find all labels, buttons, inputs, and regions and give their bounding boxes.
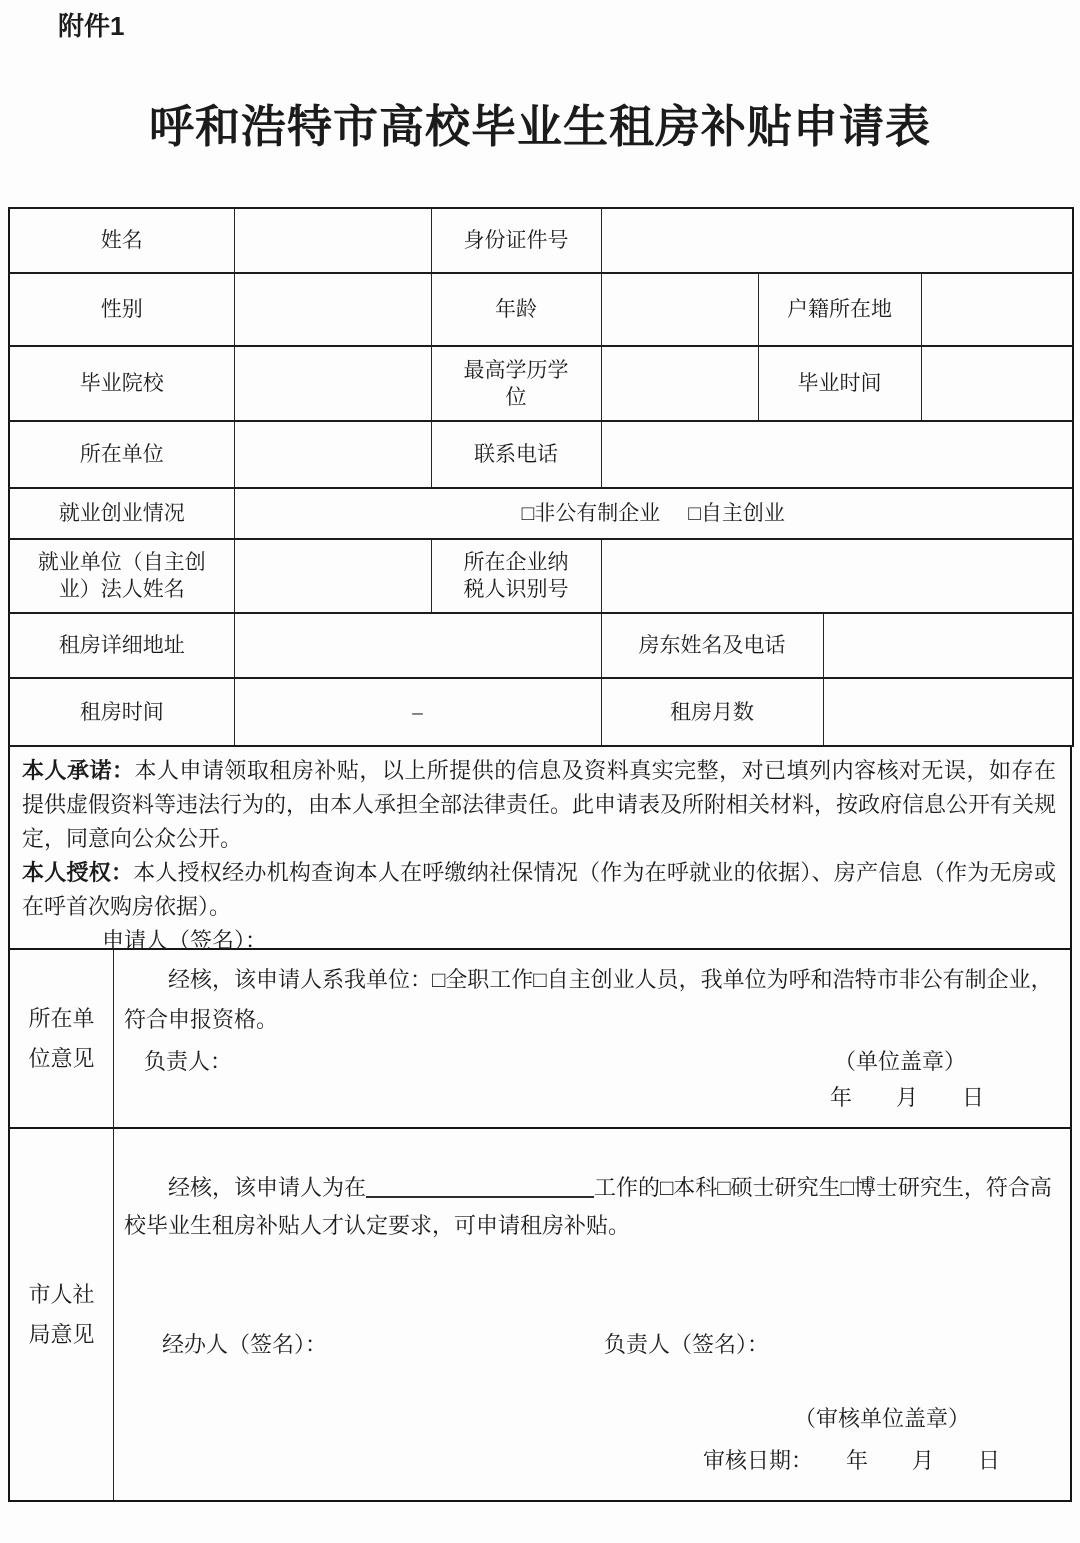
employer-opinion-section [8, 950, 1072, 1129]
id-number-value-cell [601, 208, 1073, 273]
commitment-label: 本人承诺： [22, 758, 135, 783]
authorization-label: 本人授权： [22, 860, 134, 885]
row-rent-address [9, 613, 1073, 678]
household-label: 户籍所在地 [758, 273, 921, 346]
gender-value-cell [234, 273, 431, 346]
rent-period-value-cell: – [234, 678, 601, 746]
landlord-label: 房东姓名及电话 [601, 613, 823, 678]
row-legal-person [9, 539, 1073, 613]
employment-status-label: 就业创业情况 [9, 488, 234, 539]
employment-options-cell [234, 488, 1073, 539]
employer-date-line: 年 月 日 [829, 1085, 984, 1110]
applicant-info-table [8, 207, 1074, 747]
employer-label: 所在单位 [9, 421, 234, 488]
employer-opinion-content [114, 950, 1070, 1127]
employer-value-cell [234, 421, 431, 488]
id-number-label: 身份证件号 [431, 208, 601, 273]
hr-handler-label: 经办人（签名）： [162, 1332, 328, 1357]
phone-value-cell [601, 421, 1073, 488]
employer-responsible-label: 负责人： [144, 1049, 233, 1074]
employer-opinion-label-cell [10, 950, 114, 1127]
college-value-cell [234, 346, 431, 421]
name-value-cell [234, 208, 431, 273]
attachment-label: 附件1 [58, 11, 125, 41]
row-employment-status [9, 488, 1073, 539]
hr-responsible-label: 负责人（签名）： [604, 1332, 770, 1357]
hr-opinion-content [114, 1129, 1070, 1500]
hr-opinion-label: 市人社局意见 [28, 1281, 95, 1347]
name-label: 姓名 [9, 208, 234, 273]
authorization-text: 本人授权经办机构查询本人在呼缴纳社保情况（作为在呼就业的依据）、房产信息（作为无房或在呼首次购房依据）。 [22, 860, 1056, 919]
household-value-cell [921, 273, 1073, 346]
commitment-paragraph [22, 754, 1056, 856]
employer-opinion-label: 所在单位意见 [28, 1005, 95, 1071]
grad-time-label: 毕业时间 [758, 346, 921, 421]
tax-id-value-cell [601, 539, 1073, 613]
employer-seal-label: （单位盖章） [833, 1049, 966, 1074]
row-name [9, 208, 1073, 273]
degree-value-cell [601, 346, 758, 421]
legal-person-label: 就业单位（自主创业）法人姓名 [9, 539, 234, 613]
pledge-section [8, 747, 1072, 953]
rent-months-value-cell [823, 678, 1073, 746]
phone-label: 联系电话 [431, 421, 601, 488]
tax-id-label: 所在企业纳税人识别号 [431, 539, 601, 613]
college-label: 毕业院校 [9, 346, 234, 421]
age-value-cell [601, 273, 758, 346]
hr-opinion-text [124, 1169, 1056, 1245]
hr-bureau-opinion-section [8, 1129, 1072, 1502]
row-gender-age [9, 273, 1073, 346]
rent-address-value-cell [234, 613, 601, 678]
authorization-paragraph [22, 856, 1056, 924]
checkbox-private-enterprise: □非公有制企业 [521, 501, 661, 525]
work-unit-blank [366, 1173, 594, 1198]
hr-text-suffix: 工作的□本科□硕士研究生□博士研究生，符合高校毕业生租房补贴人才认定要求，可申请租房补贴。 [124, 1175, 1052, 1238]
row-college [9, 346, 1073, 421]
applicant-signature-line: 申请人（签名）： [102, 928, 268, 953]
page-title: 呼和浩特市高校毕业生租房补贴申请表 [148, 102, 931, 152]
employer-opinion-text: 经核，该申请人系我单位：□全职工作□自主创业人员，我单位为呼和浩特市非公有制企业，符合申报资格。 [124, 967, 1053, 1032]
hr-opinion-label-cell [10, 1129, 114, 1500]
landlord-value-cell [823, 613, 1073, 678]
grad-time-value-cell [921, 346, 1073, 421]
commitment-text: 本人申请领取租房补贴，以上所提供的信息及资料真实完整，对已填列内容核对无误，如存在提供虚假资料等违法行为的，由本人承担全部法律责任。此申请表及所附相关材料，按政府信息公开有关规定，同意向公众公开。 [22, 758, 1057, 851]
hr-review-date-line: 审核日期： 年 月 日 [702, 1448, 1000, 1473]
hr-text-prefix: 经核，该申请人为在 [168, 1175, 367, 1200]
rent-address-label: 租房详细地址 [9, 613, 234, 678]
gender-label: 性别 [9, 273, 234, 346]
rent-period-label: 租房时间 [9, 678, 234, 746]
rent-months-label: 租房月数 [601, 678, 823, 746]
legal-person-value-cell [234, 539, 431, 613]
row-rent-period [9, 678, 1073, 746]
row-employer [9, 421, 1073, 488]
hr-seal-label: （审核单位盖章） [793, 1406, 970, 1431]
application-form [8, 207, 1072, 1502]
checkbox-self-employed: □自主创业 [688, 501, 785, 525]
hr-sign-row [162, 1327, 1070, 1363]
age-label: 年龄 [431, 273, 601, 346]
employer-sign-row [114, 1044, 1070, 1080]
degree-label: 最高学历学位 [431, 346, 601, 421]
